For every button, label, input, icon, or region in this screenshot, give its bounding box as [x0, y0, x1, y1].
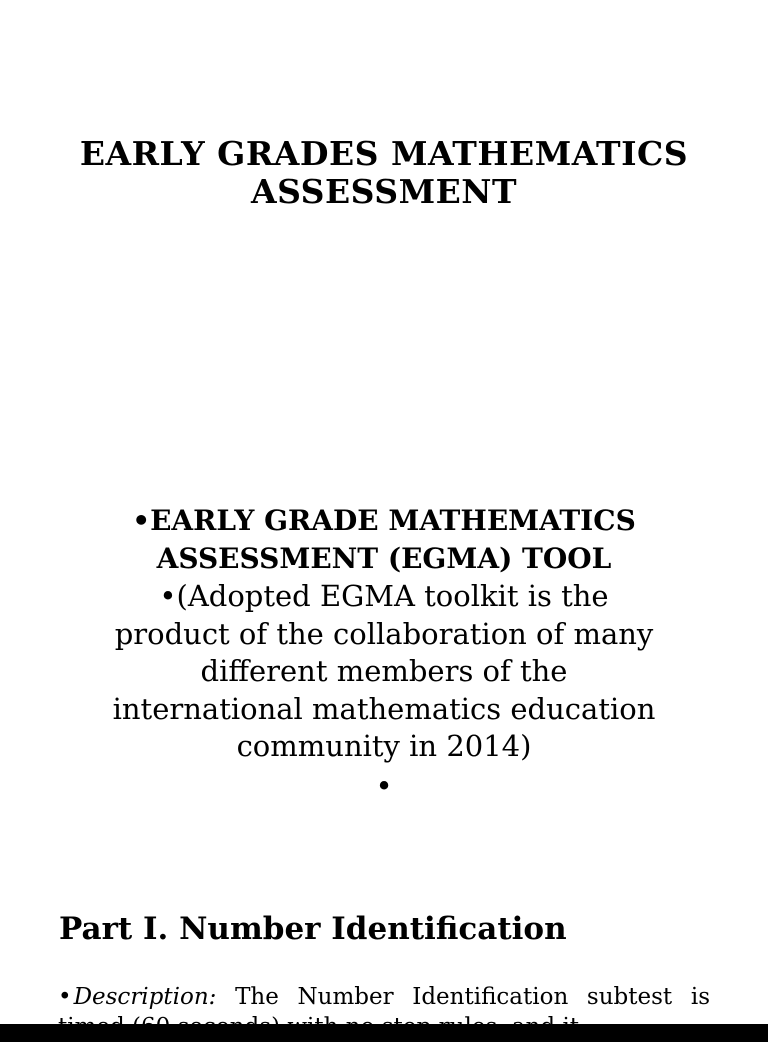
- page-title-line-2: ASSESSMENT: [250, 172, 518, 211]
- section-title: Part I. Number Identification: [59, 911, 567, 947]
- bullet-egma-tool-line-1: EARLY GRADE MATHEMATICS: [150, 504, 636, 537]
- bullet-marker: •: [159, 579, 177, 613]
- description-text: The Number Identification subtest is timed (60 seconds) with no stop rules, and it: [58, 984, 710, 1040]
- bullet-marker: •: [132, 504, 151, 537]
- bullet-adopted-line-5: community in 2014): [236, 729, 532, 763]
- description-label: Description:: [73, 984, 217, 1010]
- bullet-list: [40, 502, 728, 806]
- page-title: [0, 135, 768, 211]
- page-title-line-1: EARLY GRADES MATHEMATICS: [79, 134, 689, 173]
- bullet-adopted-line-4: international mathematics education: [112, 691, 656, 726]
- bullet-adopted-line-1: (Adopted EGMA toolkit is the: [176, 579, 609, 613]
- bullet-adopted-line-3: different members of the: [200, 654, 568, 688]
- bullet-adopted-toolkit: [40, 578, 728, 766]
- bullet-egma-tool-line-2: ASSESSMENT (EGMA) TOOL: [156, 542, 612, 575]
- description-paragraph: [58, 982, 710, 1042]
- bullet-marker: •: [375, 768, 393, 803]
- bullet-egma-tool: [40, 502, 728, 578]
- bullet-adopted-line-2: product of the collaboration of many: [114, 616, 654, 651]
- bullet-marker: •: [58, 984, 72, 1010]
- bullet-empty: [40, 766, 728, 806]
